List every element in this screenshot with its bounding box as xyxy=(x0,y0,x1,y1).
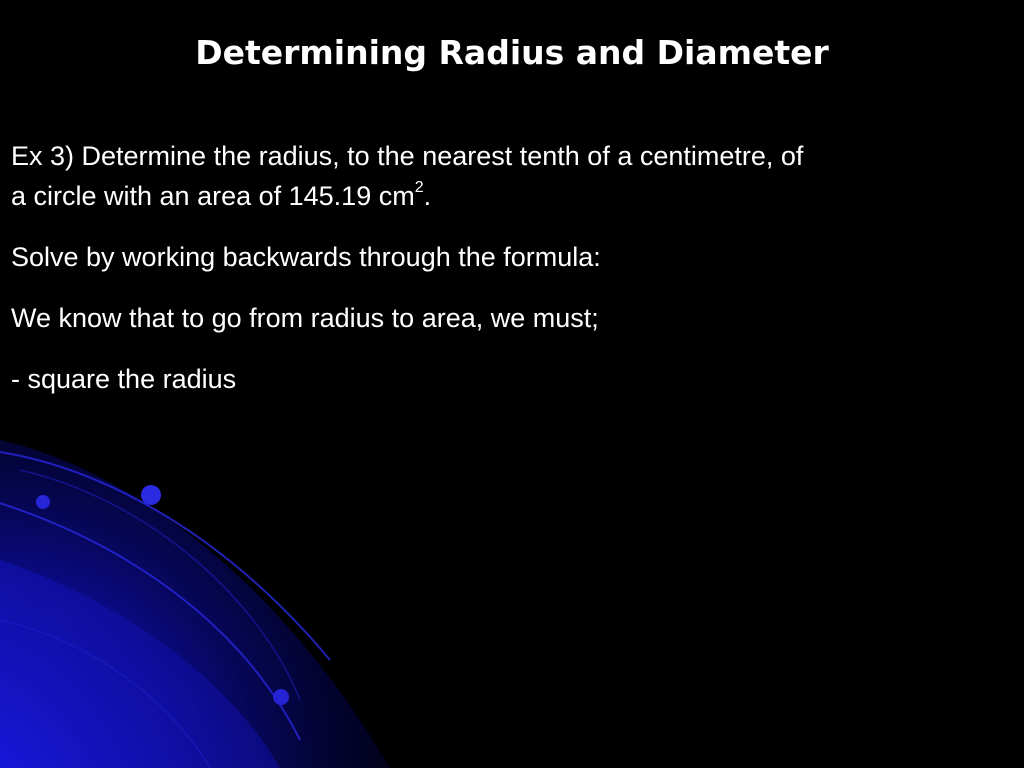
orbit-dot-2 xyxy=(36,495,50,509)
slide-body xyxy=(11,136,1021,420)
orbit-dot-3 xyxy=(273,689,289,705)
slide-title: Determining Radius and Diameter xyxy=(195,33,829,72)
orbit-dot-1 xyxy=(141,485,161,505)
paragraph-solve-method: Solve by working backwards through the formula: xyxy=(11,242,601,272)
example-statement xyxy=(11,136,1021,216)
paragraph-square-radius: - square the radius xyxy=(11,364,237,394)
example-line-2: a circle with an area of 145.19 cm xyxy=(11,181,415,211)
area-unit-exponent: 2 xyxy=(414,179,424,196)
example-line-2-period: . xyxy=(423,181,432,211)
paragraph-radius-to-area: We know that to go from radius to area, we must; xyxy=(11,303,599,333)
example-line-1: Ex 3) Determine the radius, to the nearest tenth of a centimetre, of xyxy=(11,141,804,171)
